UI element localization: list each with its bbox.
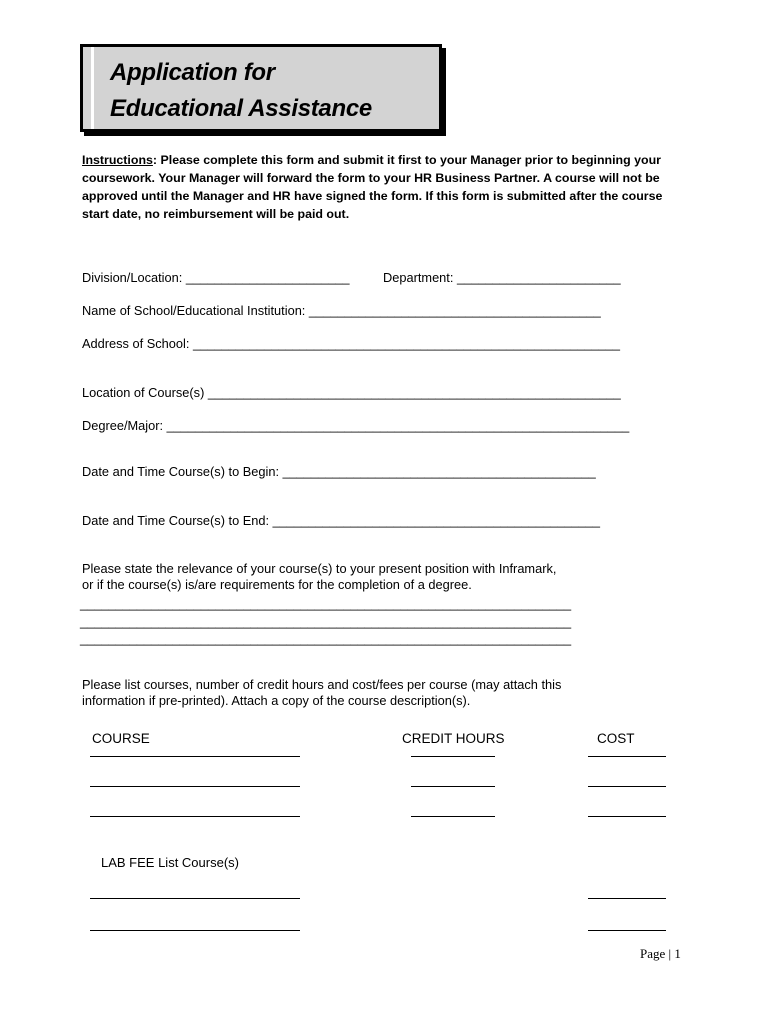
courses-intro-2: information if pre-printed). Attach a copy of the course description(s). [82, 693, 471, 708]
division-field[interactable]: Division/Location: _______________________ [82, 270, 350, 285]
lab-fee-course-row-2[interactable] [90, 930, 300, 931]
cost-row-1[interactable] [588, 756, 666, 757]
lab-fee-cost-row-2[interactable] [588, 930, 666, 931]
instructions [82, 151, 682, 223]
course-row-2[interactable] [90, 786, 300, 787]
location-field[interactable]: Location of Course(s) __________________________________________________________ [82, 385, 621, 400]
cost-row-2[interactable] [588, 786, 666, 787]
lab-fee-cost-row-1[interactable] [588, 898, 666, 899]
course-column-header: COURSE [92, 731, 150, 746]
title-box-inner [91, 47, 439, 129]
relevance-blank-1[interactable]: _____________________________________________________________________ [80, 596, 572, 611]
title-line-2: Educational Assistance [110, 95, 372, 122]
credit-row-2[interactable] [411, 786, 495, 787]
cost-row-3[interactable] [588, 816, 666, 817]
cost-column-header: COST [597, 731, 635, 746]
degree-field[interactable]: Degree/Major: _________________________________________________________________ [82, 418, 630, 433]
department-field[interactable]: Department: _______________________ [383, 270, 621, 285]
credit-row-3[interactable] [411, 816, 495, 817]
begin-date-field[interactable]: Date and Time Course(s) to Begin: ____________________________________________ [82, 464, 596, 479]
course-row-3[interactable] [90, 816, 300, 817]
relevance-blank-2[interactable]: _____________________________________________________________________ [80, 614, 572, 629]
relevance-prompt-1: Please state the relevance of your course(s) to your present position with Inframark, [82, 561, 557, 576]
address-field[interactable]: Address of School: ____________________________________________________________ [82, 336, 620, 351]
title-box [80, 44, 442, 132]
course-row-1[interactable] [90, 756, 300, 757]
title-line-1: Application for [110, 59, 275, 86]
credit-hours-column-header: CREDIT HOURS [402, 731, 505, 746]
credit-row-1[interactable] [411, 756, 495, 757]
instructions-label: Instructions [82, 153, 153, 167]
school-field[interactable]: Name of School/Educational Institution: _________________________________________ [82, 303, 601, 318]
courses-intro-1: Please list courses, number of credit hours and cost/fees per course (may attach this [82, 677, 562, 692]
instructions-text: : Please complete this form and submit it first to your Manager prior to beginning your coursework. Your Manager will forward the form to your HR Business Partner. A course will not be approved until the Manager and HR have signed the form. If this form is submitted after the course start date, no reimbursement will be paid out. [82, 153, 663, 221]
lab-fee-label: LAB FEE List Course(s) [101, 855, 239, 870]
page-number: Page | 1 [640, 946, 681, 961]
lab-fee-course-row-1[interactable] [90, 898, 300, 899]
relevance-blank-3[interactable]: _____________________________________________________________________ [80, 631, 572, 646]
relevance-prompt-2: or if the course(s) is/are requirements for the completion of a degree. [82, 577, 472, 592]
end-date-field[interactable]: Date and Time Course(s) to End: ______________________________________________ [82, 513, 600, 528]
